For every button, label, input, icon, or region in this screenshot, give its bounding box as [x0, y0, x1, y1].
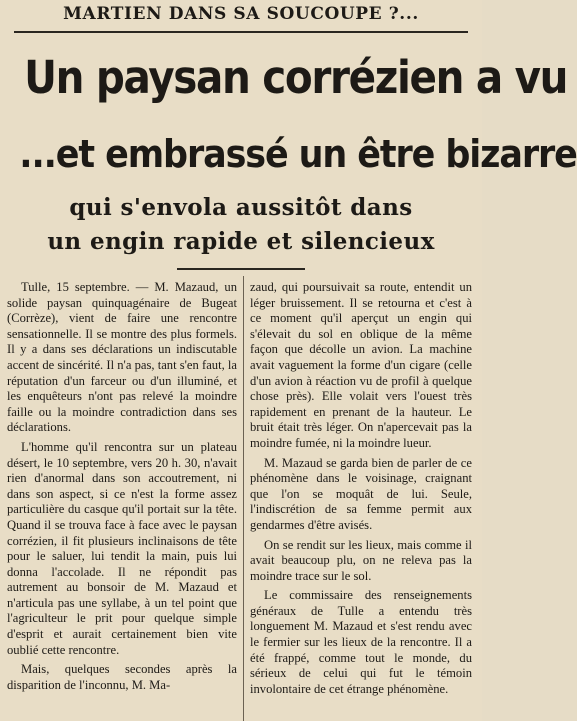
article-column-left: [7, 280, 237, 697]
kicker-rule: [14, 31, 468, 33]
paragraph: Le commissaire des renseignements généraux de Tulle a entendu très longuement M. Mazaud et s'est rendu avec le fermier sur les lieux de la rencontre. Il a été frappé, comme tout le monde, du sérieux de celui qui fut le témoin involontaire de cet étrange phénomène.: [250, 588, 472, 696]
article-column-right: [250, 280, 472, 701]
paragraph: M. Mazaud se garda bien de parler de ce phénomène dans le voisinage, craignant que l'on se moquât de lui. Seule, l'indiscrétion de sa femme permit aux gendarmes d'être avisés.: [250, 455, 472, 532]
headline-line-1: Un paysan corrézien a vu: [24, 51, 568, 104]
paragraph: zaud, qui poursuivait sa route, entendit un léger bruissement. Il se retourna et c'est à ce moment qu'il aperçut un engin qui s'élevait du sol en oblique de la même façon que décolle un avion. La machine avait vaguement la forme d'un cigare (celle d'un avion à réaction vu de profil à quelque chose près). Elle volait vers l'ouest très rapidement en prenant de la hauteur. Le bruit était très léger. On n'apercevait pas la moindre fumée, ni la moindre lueur.: [250, 280, 472, 450]
paragraph: Tulle, 15 septembre. — M. Mazaud, un solide paysan quinquagénaire de Bugeat (Corrèze), vient de faire une rencontre sensationnelle. Il se montre des plus formels. Il y a dans ses déclarations un indiscutable accent de sincérité. Il n'a pas, tant s'en faut, la réputation d'un farceur ou d'un illuminé, et les enquêteurs n'ont pas relevé la moindre faille ou la moindre contradiction dans ses déclarations.: [7, 280, 237, 435]
subhead-line-2: un engin rapide et silencieux: [47, 228, 435, 255]
headline-line-2: ...et embrassé un être bizarre: [19, 132, 577, 176]
kicker: MARTIEN DANS SA SOUCOUPE ?...: [63, 4, 419, 24]
paragraph: On se rendit sur les lieux, mais comme il avait beaucoup plu, on ne releva pas la moindre trace sur le sol.: [250, 537, 472, 583]
column-divider: [243, 276, 244, 721]
separator-rule: [177, 268, 305, 270]
paragraph: Mais, quelques secondes après la disparition de l'inconnu, M. Ma-: [7, 662, 237, 692]
paragraph: L'homme qu'il rencontra sur un plateau désert, le 10 septembre, vers 20 h. 30, n'avait rien d'anormal dans son accoutrement, ni dans son aspect, si ce n'est la forme assez particulière du casque qu'il portait sur la tête. Quand il se trouva face à face avec le paysan corrézien, il fit plusieurs inclinaisons de tête pour le saluer, lui tendit la main, puis lui donna l'accolade. Il ne répondit pas autrement au bonsoir de M. Mazaud et n'articula pas une syllabe, à un tel point que l'agriculteur le prit pour quelque simple d'esprit et aurait certainement bien vite oublié cette rencontre.: [7, 439, 237, 657]
subhead-line-1: qui s'envola aussitôt dans: [69, 194, 413, 221]
